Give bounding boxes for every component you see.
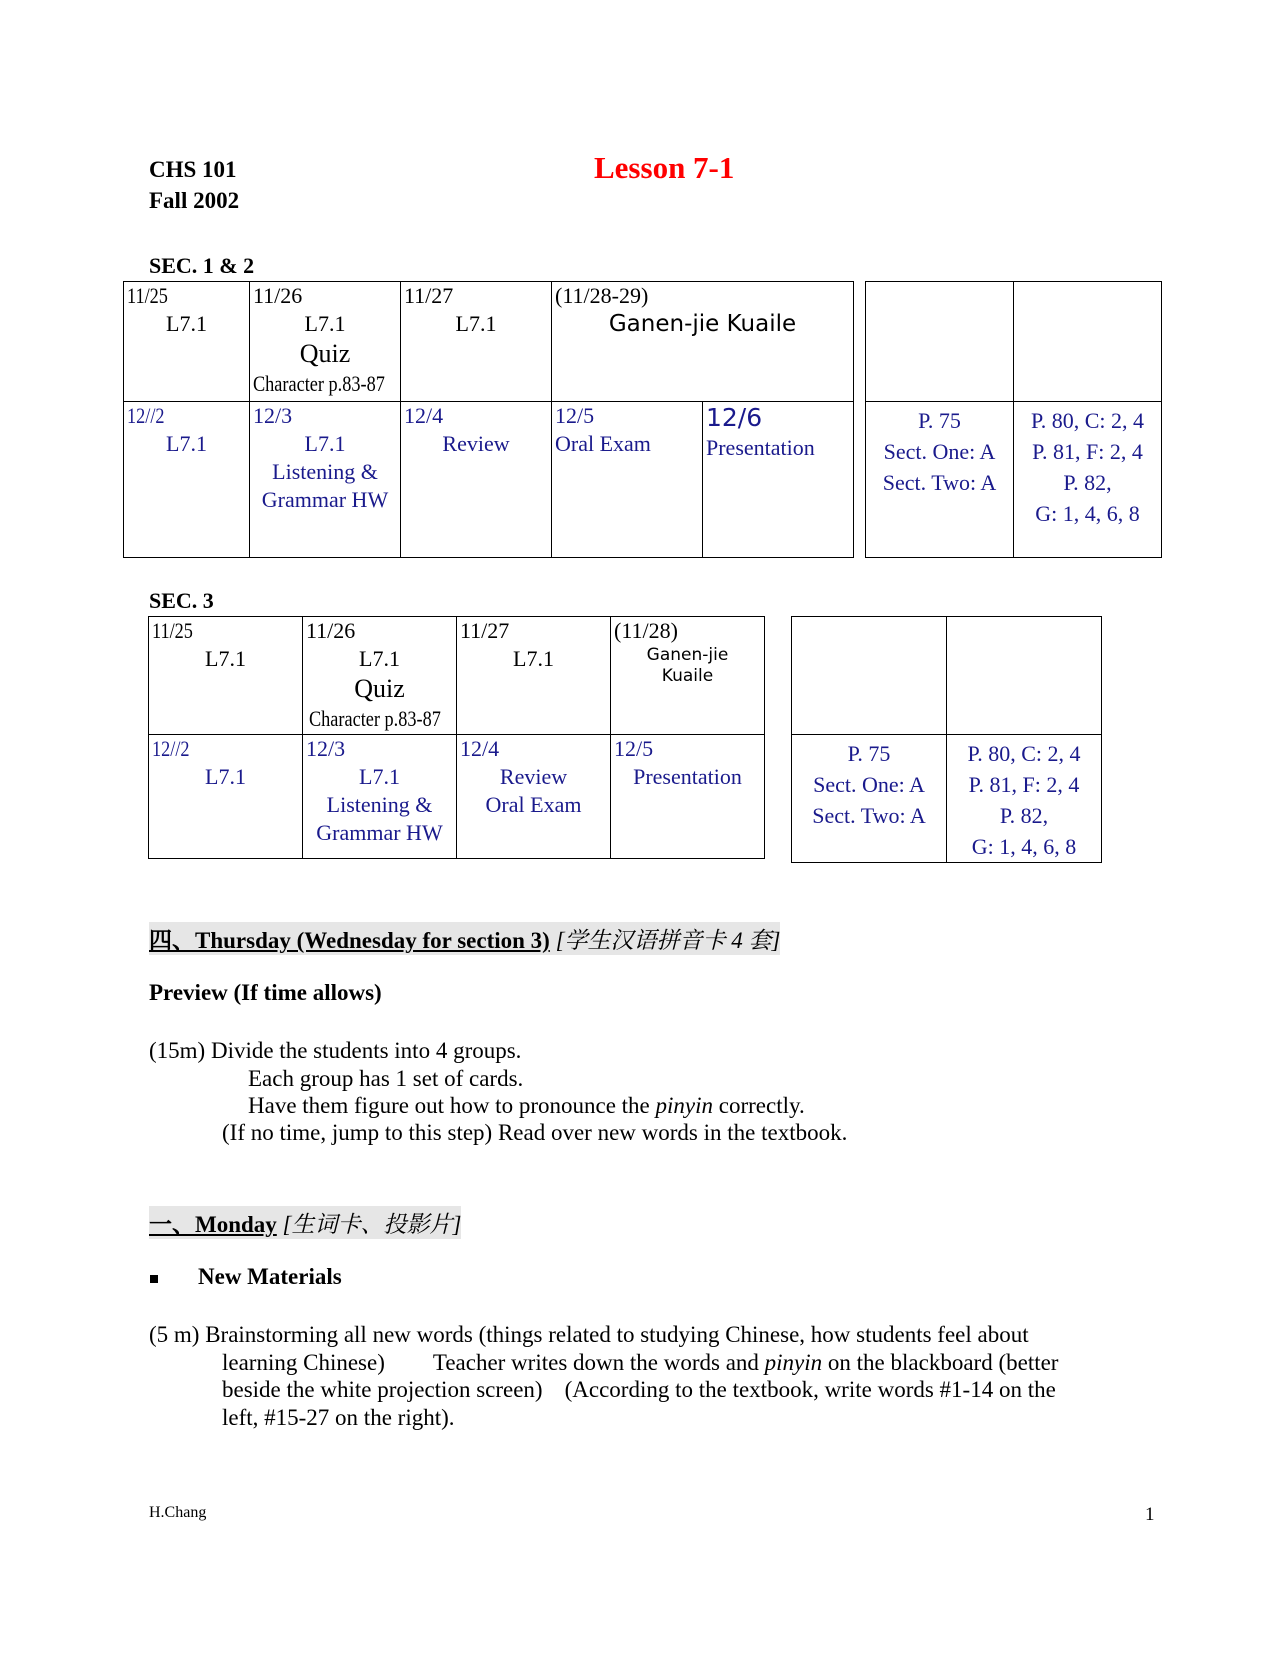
cell-text: Review [442, 431, 510, 456]
instruction-line: (15m) Divide the students into 4 groups. [149, 1038, 522, 1063]
homework-text: P. 81, F: 2, 4 [968, 772, 1080, 797]
cell-text: Listening & [326, 792, 433, 817]
instruction-line: Each group has 1 set of cards. [248, 1066, 524, 1091]
section-number: 一、 [149, 1212, 195, 1237]
schedule-cell [303, 617, 457, 735]
term: Fall 2002 [149, 188, 240, 213]
homework-text: Sect. Two: A [812, 803, 926, 828]
homework-text: P. 75 [847, 741, 891, 766]
quiz-label: Quiz [299, 339, 351, 368]
schedule-cell [552, 402, 703, 558]
homework-cell [947, 735, 1102, 863]
instruction-line: (If no time, jump to this step) Read over new words in the textbook. [222, 1120, 848, 1145]
holiday-label: Kuaile [661, 666, 714, 686]
cell-date: 11/27 [460, 618, 510, 643]
homework-table-sec3 [791, 616, 1102, 863]
cell-text: Presentation [706, 435, 815, 460]
instruction-text: Have them figure out how to pronounce the [248, 1093, 656, 1118]
character-pages: Character p.83-87 [253, 371, 385, 396]
schedule-cell [250, 282, 401, 402]
cell-text: L7.1 [166, 311, 207, 336]
cell-text: Listening & [272, 459, 378, 484]
cell-text: L7.1 [513, 646, 554, 671]
schedule-cell [401, 402, 552, 558]
holiday-label: Ganen-jie Kuaile [608, 311, 797, 337]
cell-date: 11/27 [404, 283, 454, 308]
homework-text: P. 80, C: 2, 4 [967, 741, 1081, 766]
cell-text: Presentation [633, 764, 742, 789]
paragraph-line: left, #15-27 on the right). [222, 1405, 455, 1430]
instruction-text: correctly. [713, 1093, 805, 1118]
empty-cell [866, 282, 1014, 402]
section-day: Thursday (Wednesday for section 3) [195, 928, 550, 953]
cell-text: L7.1 [166, 431, 207, 456]
cell-text: L7.1 [359, 646, 400, 671]
cell-text: Oral Exam [485, 792, 582, 817]
schedule-cell [703, 402, 854, 558]
cell-text: Grammar HW [316, 820, 443, 845]
homework-text: G: 1, 4, 6, 8 [971, 834, 1077, 859]
cell-text: Grammar HW [261, 487, 389, 512]
homework-text: Sect. One: A [883, 439, 996, 464]
section-heading-thursday [149, 922, 780, 955]
cell-text: L7.1 [455, 311, 497, 336]
page-number: 1 [1145, 1504, 1155, 1525]
homework-cell [1014, 402, 1162, 558]
paragraph-text: (According to the textbook, write words #1-14 on the [564, 1377, 1056, 1402]
paragraph-text: learning Chinese) [222, 1350, 385, 1375]
cell-text: L7.1 [205, 646, 246, 671]
homework-text: P. 82, [999, 803, 1049, 828]
schedule-cell [149, 617, 303, 735]
quiz-label: Quiz [354, 674, 405, 703]
schedule-cell [124, 282, 250, 402]
cell-date: 12/5 [555, 403, 595, 428]
footer-author: H.Chang [149, 1504, 207, 1521]
paragraph-line [222, 1350, 1058, 1376]
homework-table-sec12 [865, 281, 1162, 558]
cell-date: 11/26 [253, 283, 303, 308]
section-number: 四、 [149, 928, 195, 953]
cell-text: Oral Exam [555, 431, 651, 456]
section-label-sec3: SEC. 3 [149, 588, 214, 613]
materials-text: [学生汉语拼音卡 [555, 928, 732, 953]
homework-text: P. 82, [1063, 470, 1112, 495]
cell-date: 12/3 [253, 403, 293, 428]
cell-text: L7.1 [205, 764, 246, 789]
empty-cell [947, 617, 1102, 735]
schedule-cell [149, 735, 303, 859]
homework-text: P. 80, C: 2, 4 [1030, 408, 1145, 433]
cell-date: 11/25 [152, 618, 193, 643]
cell-text: Review [499, 764, 568, 789]
homework-text: P. 75 [918, 408, 961, 433]
section-heading-monday [149, 1206, 461, 1239]
schedule-cell-holiday [611, 617, 765, 735]
homework-text: G: 1, 4, 6, 8 [1035, 501, 1140, 526]
homework-text: Sect. Two: A [882, 470, 997, 495]
holiday-label: Ganen-jie [646, 645, 729, 665]
schedule-cell [303, 735, 457, 859]
preview-heading: Preview (If time allows) [149, 980, 382, 1005]
cell-date: (11/28-29) [555, 283, 649, 308]
schedule-table-sec12 [123, 281, 854, 558]
character-pages: Character p.83-87 [309, 706, 441, 731]
bullet-icon [150, 1275, 158, 1283]
paragraph-line [222, 1377, 1056, 1403]
cell-date: 12/5 [614, 736, 654, 761]
cell-date: 12//2 [152, 736, 190, 761]
cell-date: 12/6 [706, 403, 763, 432]
cell-date: 12/4 [404, 403, 444, 428]
schedule-cell [457, 735, 611, 859]
schedule-table-sec3 [148, 616, 765, 859]
schedule-cell [401, 282, 552, 402]
materials-text: [生词卡、投影片] [282, 1212, 462, 1237]
schedule-cell [611, 735, 765, 859]
instruction-text: pinyin [655, 1093, 713, 1118]
empty-cell [792, 617, 947, 735]
cell-text: L7.1 [359, 764, 400, 789]
paragraph-line: (5 m) Brainstorming all new words (things related to studying Chinese, how students feel about [149, 1322, 1029, 1347]
schedule-cell-holiday [552, 282, 854, 402]
cell-date: (11/28) [614, 618, 678, 643]
page-title: Lesson 7-1 [594, 150, 735, 185]
schedule-cell [124, 402, 250, 558]
homework-cell [792, 735, 947, 863]
materials-count: 4 [731, 928, 743, 953]
cell-date: 11/26 [306, 618, 356, 643]
homework-cell [866, 402, 1014, 558]
paragraph-text: on the blackboard (better [822, 1350, 1059, 1375]
schedule-row-week2 [124, 402, 854, 558]
homework-text: P. 81, F: 2, 4 [1032, 439, 1143, 464]
section-label-sec12: SEC. 1 & 2 [149, 253, 255, 278]
instruction-line [248, 1093, 805, 1119]
cell-date: 11/25 [127, 283, 168, 308]
paragraph-text: pinyin [764, 1350, 823, 1375]
new-materials-heading: New Materials [198, 1264, 342, 1289]
cell-date: 12/4 [460, 736, 500, 761]
schedule-cell [457, 617, 611, 735]
paragraph-text: Teacher writes down the words and [432, 1350, 765, 1375]
empty-cell [1014, 282, 1162, 402]
schedule-row-week1 [124, 282, 854, 402]
schedule-cell [250, 402, 401, 558]
homework-text: Sect. One: A [813, 772, 925, 797]
cell-text: L7.1 [304, 311, 346, 336]
paragraph-text: beside the white projection screen) [222, 1377, 543, 1402]
section-day: Monday [195, 1212, 277, 1237]
materials-text: 套] [742, 928, 781, 953]
cell-date: 12/3 [306, 736, 346, 761]
course-code: CHS 101 [149, 157, 237, 182]
cell-text: L7.1 [304, 431, 346, 456]
cell-date: 12//2 [127, 403, 165, 428]
